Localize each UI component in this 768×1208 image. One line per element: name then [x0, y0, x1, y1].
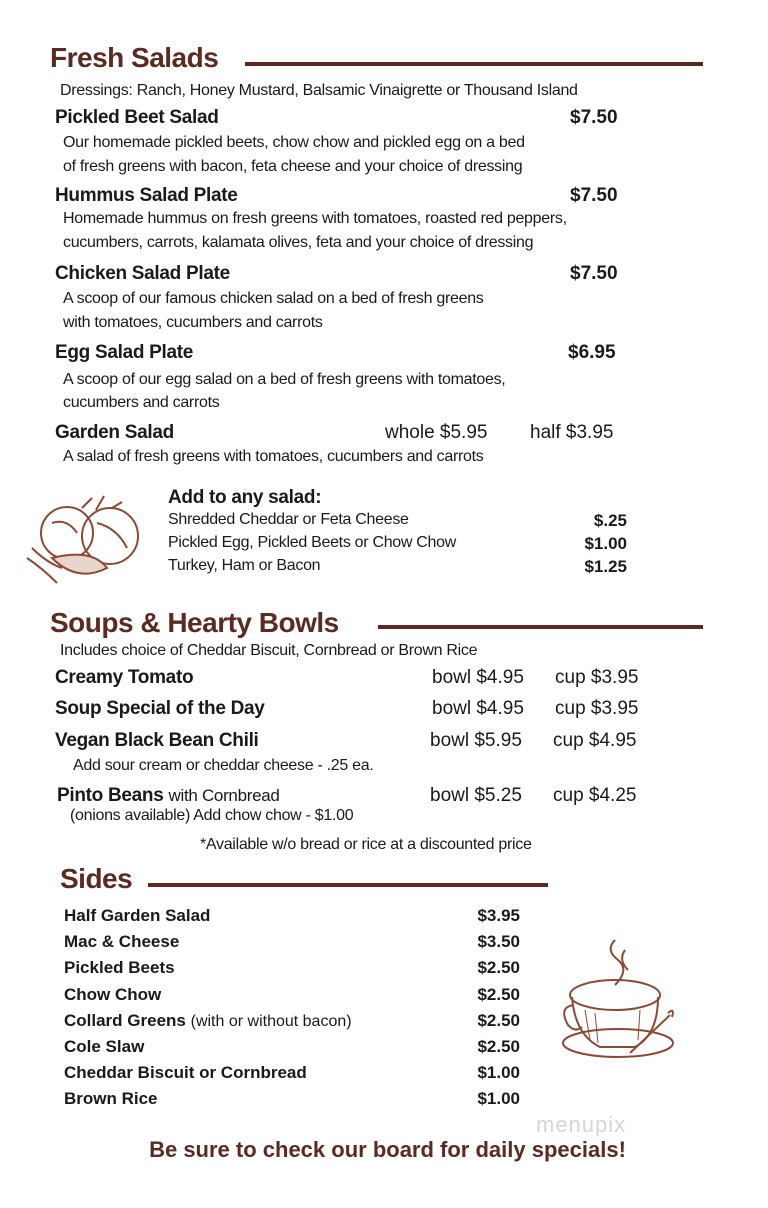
item-name: Hummus Salad Plate	[55, 185, 238, 206]
section-heading-soups: Soups & Hearty Bowls	[50, 607, 339, 638]
soup-name	[57, 786, 280, 805]
item-desc: Homemade hummus on fresh greens with tomatoes, roasted red peppers,	[63, 210, 567, 227]
item-desc: cucumbers and carrots	[63, 394, 220, 411]
soup-bowl-price: bowl $4.95	[432, 667, 524, 688]
soup-name: Soup Special of the Day	[55, 698, 265, 719]
item-price: $6.95	[568, 342, 616, 363]
item-name: Chicken Salad Plate	[55, 263, 230, 284]
side-name: Half Garden Salad	[64, 906, 211, 925]
soup-cup-price: cup $4.95	[553, 730, 637, 751]
item-name: Garden Salad	[55, 422, 174, 443]
item-desc: A salad of fresh greens with tomatoes, cucumbers and carrots	[63, 448, 484, 465]
side-name-suffix: (with or without bacon)	[190, 1013, 352, 1030]
item-price-half: half $3.95	[530, 422, 614, 443]
side-item-price: $2.50	[477, 1011, 520, 1030]
heading-rule	[378, 625, 703, 629]
side-item-name	[64, 1090, 158, 1107]
soup-name-suffix: with Cornbread	[168, 786, 280, 805]
soups-footnote: *Available w/o bread or rice at a discounted price	[200, 836, 532, 853]
soup-bowl-price: bowl $4.95	[432, 698, 524, 719]
soups-includes-note: Includes choice of Cheddar Biscuit, Cornbread or Brown Rice	[60, 642, 478, 659]
item-desc: with tomatoes, cucumbers and carrots	[63, 314, 323, 331]
soup-cup-price: cup $4.25	[553, 785, 637, 806]
item-desc: A scoop of our famous chicken salad on a bed of fresh greens	[63, 290, 484, 307]
item-price: $7.50	[570, 185, 618, 206]
dressings-note: Dressings: Ranch, Honey Mustard, Balsamic Vinaigrette or Thousand Island	[60, 82, 578, 99]
section-heading-salads: Fresh Salads	[50, 42, 219, 73]
side-item-name	[64, 1038, 144, 1055]
soup-name-main: Pinto Beans	[57, 785, 164, 806]
side-item-price: $1.00	[477, 1063, 520, 1082]
side-name: Collard Greens	[64, 1011, 186, 1030]
side-name: Cole Slaw	[64, 1037, 145, 1056]
watermark: menupix	[536, 1112, 627, 1137]
soup-note: Add sour cream or cheddar cheese - .25 ea.	[73, 757, 374, 774]
soup-cup-price: cup $3.95	[555, 698, 639, 719]
addon-title: Add to any salad:	[168, 487, 322, 508]
side-item-name	[64, 986, 161, 1003]
side-name: Pickled Beets	[64, 958, 175, 977]
side-item-price: $1.00	[477, 1089, 520, 1108]
side-item-price: $3.95	[477, 906, 520, 925]
side-item-price: $3.50	[477, 932, 520, 951]
side-name: Cheddar Biscuit or Cornbread	[64, 1063, 307, 1082]
addon-name: Turkey, Ham or Bacon	[168, 557, 321, 574]
tomato-illustration-icon	[22, 488, 162, 588]
section-heading-sides: Sides	[60, 863, 133, 894]
soup-bowl-price: bowl $5.95	[430, 730, 522, 751]
soup-name: Vegan Black Bean Chili	[55, 730, 259, 751]
item-desc: A scoop of our egg salad on a bed of fresh greens with tomatoes,	[63, 371, 506, 388]
item-price: $7.50	[570, 263, 618, 284]
addon-price: $.25	[593, 511, 627, 530]
addon-price: $1.00	[584, 534, 627, 553]
addon-name: Pickled Egg, Pickled Beets or Chow Chow	[168, 534, 456, 551]
item-desc: Our homemade pickled beets, chow chow and pickled egg on a bed	[63, 134, 525, 151]
side-name: Chow Chow	[64, 985, 162, 1004]
item-price-whole: whole $5.95	[385, 422, 488, 443]
side-name: Brown Rice	[64, 1089, 158, 1108]
side-item-name	[64, 959, 175, 976]
heading-rule	[148, 883, 548, 887]
coffee-cup-illustration-icon	[560, 935, 685, 1065]
side-item-name	[64, 907, 210, 924]
side-item-price: $2.50	[477, 1037, 520, 1056]
footer-specials-note: Be sure to check our board for daily specials!	[149, 1137, 626, 1162]
soup-note: (onions available) Add chow chow - $1.00	[70, 807, 354, 824]
side-item-price: $2.50	[477, 985, 520, 1004]
addon-price: $1.25	[584, 557, 627, 576]
item-desc: of fresh greens with bacon, feta cheese and your choice of dressing	[63, 158, 523, 175]
side-item-name	[64, 1064, 307, 1081]
item-name: Egg Salad Plate	[55, 342, 194, 363]
heading-rule	[245, 62, 703, 66]
soup-cup-price: cup $3.95	[555, 667, 639, 688]
addon-name: Shredded Cheddar or Feta Cheese	[168, 511, 409, 528]
item-desc: cucumbers, carrots, kalamata olives, feta and your choice of dressing	[63, 234, 534, 251]
side-item-name	[64, 1012, 352, 1030]
soup-name: Creamy Tomato	[55, 667, 194, 688]
side-name: Mac & Cheese	[64, 932, 180, 951]
soup-bowl-price: bowl $5.25	[430, 785, 522, 806]
item-price: $7.50	[570, 107, 618, 128]
side-item-name	[64, 933, 179, 950]
side-item-price: $2.50	[477, 958, 520, 977]
item-name: Pickled Beet Salad	[55, 107, 219, 128]
